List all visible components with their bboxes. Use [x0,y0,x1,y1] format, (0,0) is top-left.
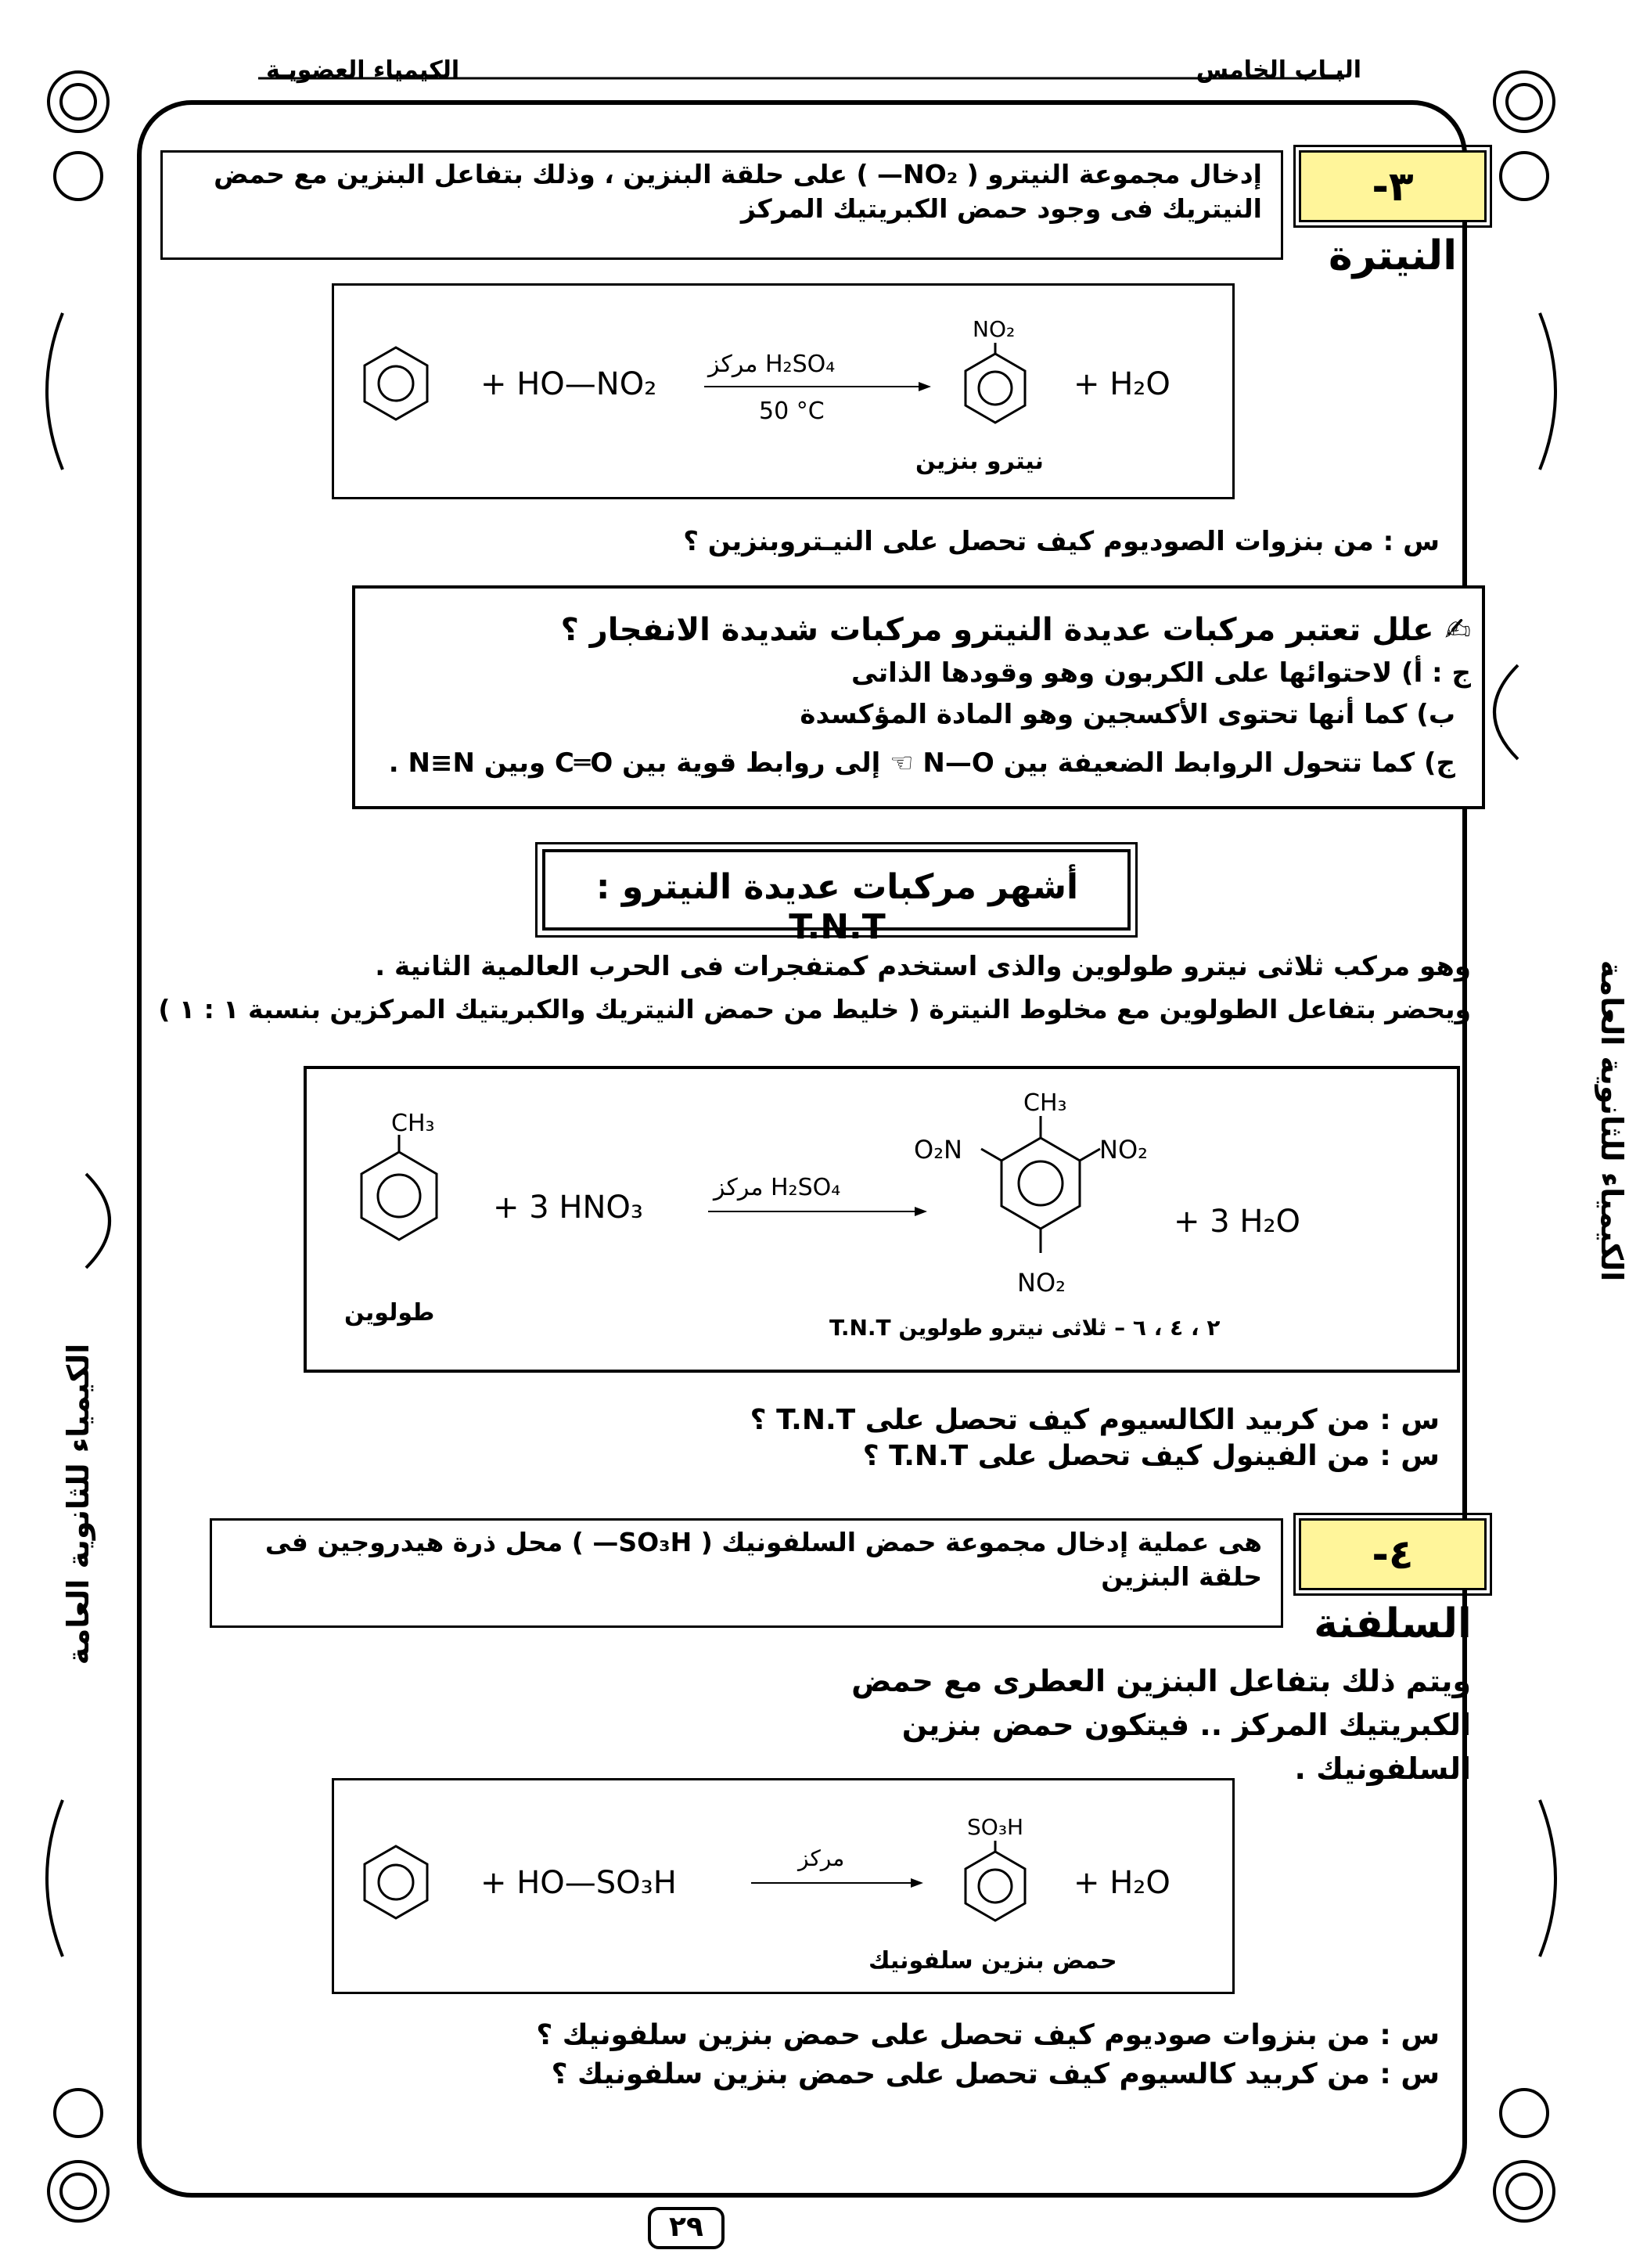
tnt-reaction-arrow-icon [708,1204,927,1219]
tnt-question-1: س : من كربيد الكالسيوم كيف تحصل على T.N.T ؟ [750,1404,1440,1436]
tnt-title: أشهر مركبات عديدة النيترو : T.N.T [595,867,1079,947]
sulfonation-paragraph: ويتم ذلك بتفاعل البنزين العطرى مع حمض الكبريتيك المركز .. فيتكون حمض بنزين السلفونيك . [851,1664,1471,1786]
tnt-ring-icon [970,1116,1111,1280]
tnt-no2-right: NO₂ [1099,1135,1148,1165]
nitrobenzene-label: نيترو بنزين [915,448,1044,475]
side-title-right: الكيمياء للثانوية العامة [1595,959,1629,1282]
nitration-water: + H₂O [1073,366,1171,402]
tnt-product-label: ٢ ، ٤ ، ٦ – ثلاثى نيترو طولوين T.N.T [829,1315,1221,1341]
sulfonic-ring-icon [956,1841,1034,1927]
sulfuric-acid-reagent: + HO—SO₃H [480,1865,677,1901]
nitrobenzene-ring-icon [956,343,1034,429]
sulfonation-question-2: س : من كربيد كالسيوم كيف تحصل على حمض بنزين سلفونيك ؟ [551,2058,1440,2090]
section-tag-nitration: ٣- النيترة [1299,150,1487,222]
tnt-no2-left: O₂N [914,1135,962,1165]
toluene-ring-icon [352,1135,446,1252]
sulfonic-acid-label: حمض بنزين سلفونيك [868,1947,1117,1975]
nitration-question: س : من بنزوات الصوديوم كيف تحصل على النيـتروبنزين ؟ [683,526,1440,557]
sulfonation-water: + H₂O [1073,1865,1171,1901]
tnt-water: + 3 H₂O [1174,1204,1300,1240]
section-tag-sulfonation: ٤- السلفنة [1299,1518,1487,1590]
tnt-no2-bottom: NO₂ [1017,1268,1066,1298]
benzene-ring-icon [357,344,435,423]
toluene-ch3: CH₃ [391,1110,435,1137]
tnt-question-2: س : من الفينول كيف تحصل على T.N.T ؟ [862,1440,1440,1472]
tnt-paragraph-2: ويحضر بتفاعل الطولوين مع مخلوط النيترة ( خليط من حمض النيتريك والكبريتيك المركزين بنسبة ١ : ١ ) [158,994,1471,1024]
benzene-ring-icon-2 [357,1843,435,1921]
chapter-header: البـاب الخامس [1196,56,1361,84]
reaction-arrow-icon [704,379,931,394]
toluene-label: طولوين [344,1299,435,1327]
explanation-question: ✍ علل تعتبر مركبات عديدة النيترو مركبات شديدة الانفجار ؟ [560,612,1471,648]
nitro-substituent: NO₂ [973,316,1016,342]
sulfonation-definition: هى عملية إدخال مجموعة حمض السلفونيك ( SO₃H— ) محل ذرة هيدروجين فى حلقة البنزين [210,1518,1283,1628]
sulfonation-catalyst: مركز [798,1845,845,1871]
nitric-acid-reagent: + HO—NO₂ [480,366,657,402]
subject-header: الكيمياء العضويـة [266,56,460,84]
sulfonic-substituent: SO₃H [967,1814,1024,1840]
tnt-ch3: CH₃ [1023,1089,1067,1117]
side-title-left: الكيمياء للثانوية العامة [61,1343,95,1665]
nitration-temperature: 50 °C [759,398,825,425]
nitration-definition: إدخال مجموعة النيترو ( NO₂— ) على حلقة البنزين ، وذلك بتفاعل البنزين مع حمض النيتريك فى وجود حمض الكبريتيك المركز [160,150,1283,260]
tnt-reagent: + 3 HNO₃ [493,1190,643,1226]
explanation-answer-b: ب) كما أنها تحتوى الأكسجين وهو المادة المؤكسدة [800,699,1455,730]
tnt-catalyst: H₂SO₄ مركز [714,1174,841,1201]
page-number: ٢٩ [648,2207,725,2249]
explanation-answer-a: ج : أ) لاحتوائها على الكربون وهو وقودها الذاتى [851,657,1471,689]
tnt-paragraph-1: وهو مركب ثلاثى نيترو طولوين والذى استخدم كمتفجرات فى الحرب العالمية الثانية . [375,951,1471,982]
nitration-catalyst: H₂SO₄ مركز [708,351,836,378]
sulfonation-question-1: س : من بنزوات صوديوم كيف تحصل على حمض بنزين سلفونيك ؟ [536,2019,1440,2051]
sulfonation-arrow-icon [751,1875,923,1891]
explanation-answer-c: ج) كما تتحول الروابط الضعيفة بين N—O ☜ إلى روابط قوية بين C═O وبين N≡N . [388,747,1455,779]
